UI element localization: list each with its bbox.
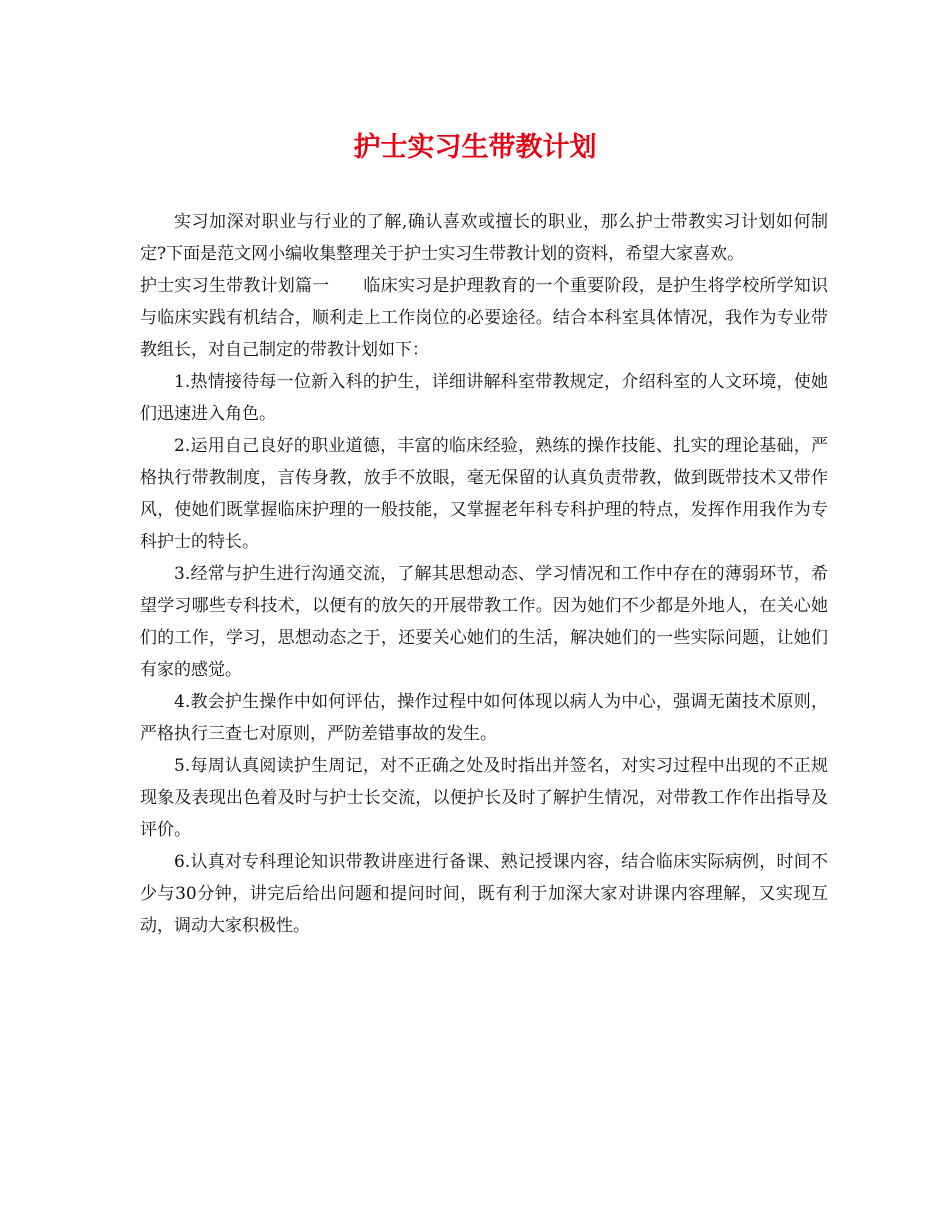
list-item: 5.每周认真阅读护生周记，对不正确之处及时指出并签名，对实习过程中出现的不正规现象及表现出色着及时与护士长交流，以便护长及时了解护生情况，对带教工作作出指导及评价。 (140, 756, 828, 840)
list-item: 4.教会护生操作中如何评估，操作过程中如何体现以病人为中心，强调无菌技术原则，严格执行三查七对原则，严防差错事故的发生。 (140, 692, 828, 744)
list-item: 6.认真对专科理论知识带教讲座进行备课、熟记授课内容，结合临床实际病例，时间不少与30分钟，讲完后给出问题和提问时间，既有利于加深大家对讲课内容理解，又实现互动，调动大家积极性。 (140, 852, 828, 936)
section-intro-text: 临床实习是护理教育的一个重要阶段，是护生将学校所学知识与临床实践有机结合，顺利走上工作岗位的必要途径。结合本科室具体情况，我作为专业带教组长，对自己制定的带教计划如下： (140, 276, 829, 360)
list-item: 1.热情接待每一位新入科的护生，详细讲解科室带教规定，介绍科室的人文环境，使她们迅速进入角色。 (140, 372, 828, 424)
intro-paragraph: 实习加深对职业与行业的了解,确认喜欢或擅长的职业，那么护士带教实习计划如何制定?下面是范文网小编收集整理关于护士实习生带教计划的资料，希望大家喜欢。 (140, 212, 828, 264)
document-body (140, 206, 828, 942)
list-item: 2.运用自己良好的职业道德，丰富的临床经验，熟练的操作技能、扎实的理论基础，严格执行带教制度，言传身教，放手不放眼，毫无保留的认真负责带教，做到既带技术又带作风，使她们既掌握临床护理的一般技能，又掌握老年科专科护理的特点，发挥作用我作为专科护士的特长。 (140, 436, 828, 552)
document-title: 护士实习生带教计划 (353, 132, 597, 163)
section-heading: 护士实习生带教计划篇一 (140, 276, 330, 296)
section-paragraph (140, 270, 828, 366)
list-item: 3.经常与护生进行沟通交流，了解其思想动态、学习情况和工作中存在的薄弱环节，希望学习哪些专科技术，以便有的放矢的开展带教工作。因为她们不少都是外地人，在关心她们的工作，学习，思想动态之于，还要关心她们的生活，解决她们的一些实际问题，让她们有家的感觉。 (140, 564, 828, 680)
